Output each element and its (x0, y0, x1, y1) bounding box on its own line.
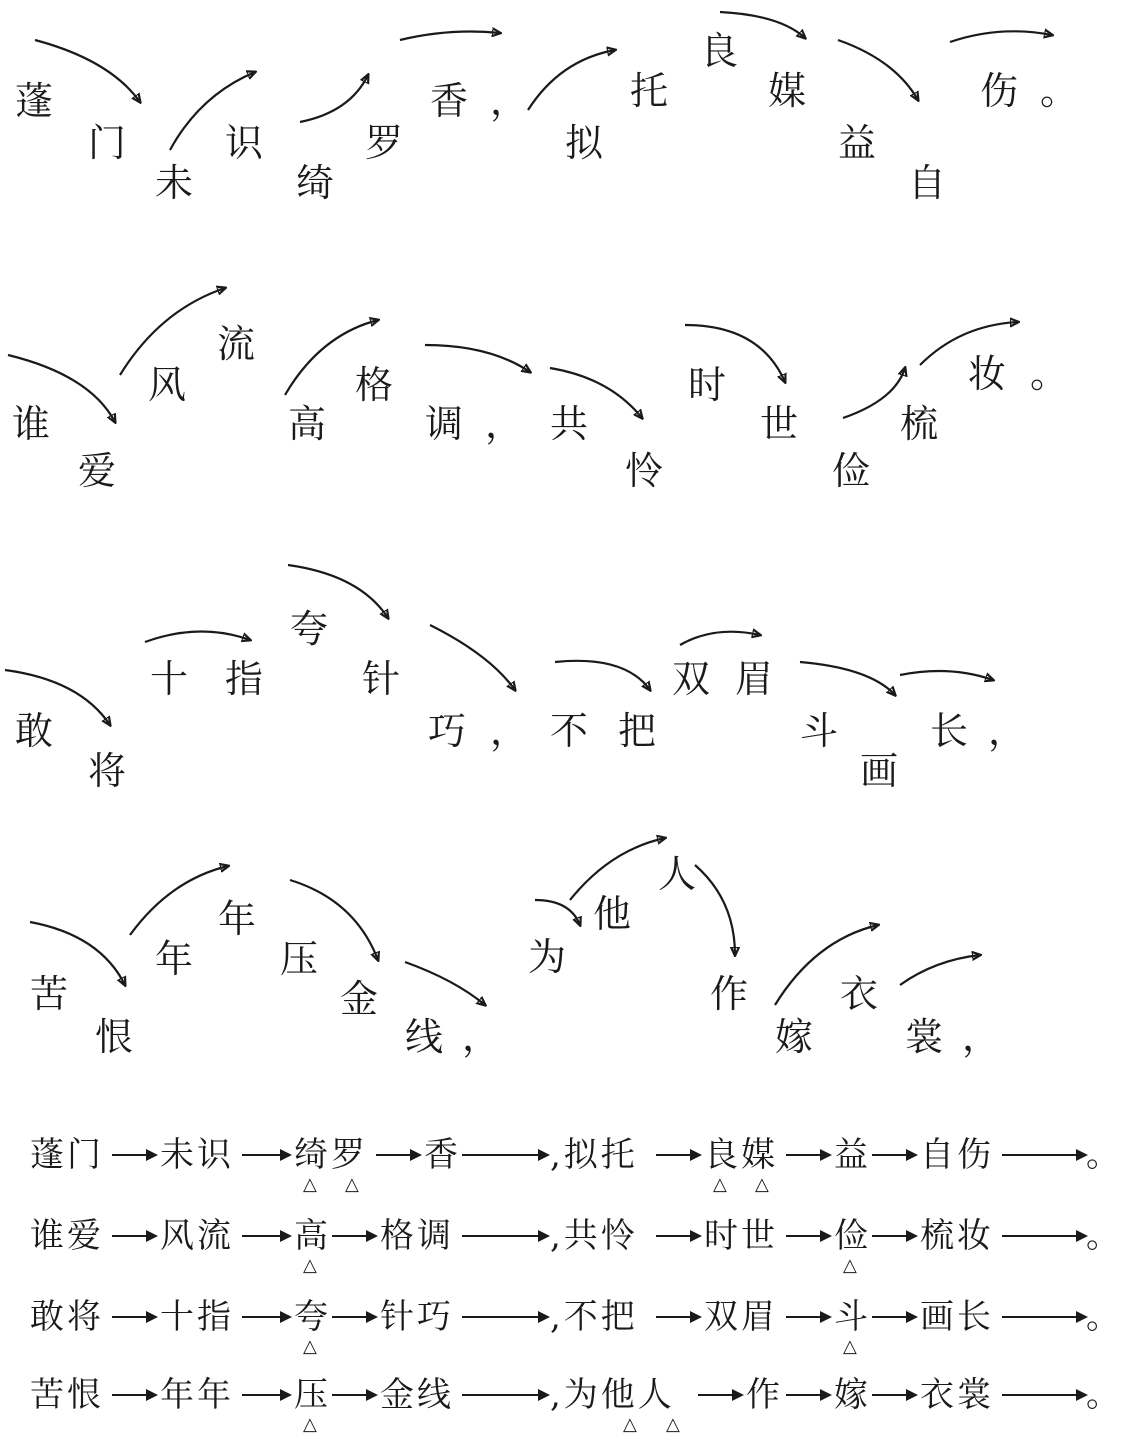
summary-segment: 金线 (380, 1375, 454, 1415)
poem-char: 线 (405, 1015, 444, 1059)
summary-arrow (112, 1235, 156, 1237)
summary-arrow (786, 1394, 830, 1396)
stress-mark: △ (713, 1174, 727, 1195)
poem-char: 格 (355, 363, 394, 407)
poem-char: 蓬 (15, 79, 54, 123)
summary-arrow (656, 1316, 700, 1318)
summary-segment: 。 (1086, 1216, 1123, 1256)
stress-mark: △ (843, 1255, 857, 1276)
poem-char: 指 (225, 657, 264, 701)
poem-char: 良 (700, 29, 739, 73)
poem-char: 双 (672, 657, 711, 701)
summary-arrow (112, 1394, 156, 1396)
poem-char: 益 (838, 121, 877, 165)
poem-char: ， (485, 402, 524, 446)
flow-arrow (838, 40, 918, 100)
poem-char: 。 (1040, 69, 1079, 113)
summary-arrow (462, 1316, 548, 1318)
summary-segment: 时世 (704, 1216, 778, 1256)
summary-segment: 针巧 (380, 1297, 454, 1337)
poem-char: 爱 (78, 449, 117, 493)
summary-arrow (1002, 1235, 1086, 1237)
summary-arrow (872, 1154, 916, 1156)
poem-char: 托 (630, 69, 669, 113)
summary-segment: 格调 (380, 1216, 454, 1256)
summary-arrow (872, 1235, 916, 1237)
poem-char: 怜 (625, 449, 664, 493)
poem-char: 梳 (900, 402, 939, 446)
flow-arrow (528, 50, 615, 110)
poem-char: 金 (340, 977, 379, 1021)
poem-char: 风 (148, 363, 187, 407)
summary-segment: 高 (294, 1216, 331, 1256)
summary-segment: 画长 (920, 1297, 994, 1337)
summary-segment: 作 (746, 1375, 783, 1415)
flow-arrow (120, 288, 225, 375)
poem-char: 年 (218, 897, 257, 941)
poem-char: 高 (288, 402, 327, 446)
summary-arrow (1002, 1316, 1086, 1318)
summary-segment: 压 (294, 1375, 331, 1415)
summary-arrow (112, 1316, 156, 1318)
poem-char: 俭 (832, 449, 871, 493)
stress-mark: △ (303, 1336, 317, 1357)
poem-char: 香 (430, 79, 469, 123)
poem-char: 巧 (428, 709, 467, 753)
flow-arrow (950, 31, 1052, 42)
poem-char: 绮 (296, 161, 335, 205)
poem-char: 共 (550, 402, 589, 446)
summary-segment: 俭 (834, 1216, 871, 1256)
summary-segment: 。 (1086, 1297, 1123, 1337)
poem-char: 十 (150, 657, 189, 701)
flow-arrow (145, 631, 250, 642)
flow-arrow (570, 838, 665, 900)
summary-segment: ,为他人 (550, 1375, 675, 1415)
flow-arrow (900, 671, 993, 680)
summary-segment: 自伤 (920, 1135, 994, 1175)
summary-segment: 斗 (834, 1297, 871, 1337)
stress-mark: △ (666, 1414, 680, 1435)
poem-char: 人 (658, 852, 697, 896)
summary-segment: 风流 (160, 1216, 234, 1256)
poem-char: 长 (930, 709, 969, 753)
poem-char: 敢 (15, 709, 54, 753)
poem-char: 世 (760, 402, 799, 446)
poem-char: ， (490, 709, 529, 753)
summary-segment: 双眉 (704, 1297, 778, 1337)
poem-char: 压 (280, 937, 319, 981)
summary-segment: 未识 (160, 1135, 234, 1175)
poem-char: ， (490, 79, 529, 123)
summary-row-2 (30, 1216, 1123, 1286)
summary-arrow (462, 1394, 548, 1396)
summary-segment: 年年 (160, 1375, 234, 1415)
flow-arrow (300, 75, 368, 122)
summary-arrow (786, 1154, 830, 1156)
poem-char: 识 (225, 121, 264, 165)
summary-arrow (656, 1154, 700, 1156)
summary-segment: 衣裳 (920, 1375, 994, 1415)
summary-arrow (1002, 1394, 1086, 1396)
summary-segment: 蓬门 (30, 1135, 104, 1175)
flow-arrow (555, 661, 650, 690)
summary-arrow (786, 1316, 830, 1318)
poem-char: 。 (1030, 352, 1069, 396)
poem-char: 苦 (30, 972, 69, 1016)
poem-char: 年 (155, 937, 194, 981)
flow-arrow (695, 865, 735, 955)
poem-char: 伤 (980, 69, 1019, 113)
summary-row-3 (30, 1297, 1123, 1367)
summary-arrow (376, 1154, 420, 1156)
poem-char: 画 (860, 749, 899, 793)
poem-char: ， (988, 709, 1027, 753)
flow-arrow (130, 866, 228, 935)
flow-arrow (405, 962, 485, 1005)
poem-char: 妆 (968, 352, 1007, 396)
poem-char: 恨 (95, 1015, 134, 1059)
poem-char: 将 (88, 749, 127, 793)
summary-row-1 (30, 1135, 1123, 1205)
poem-char: 罗 (365, 121, 404, 165)
poem-char: 为 (528, 935, 567, 979)
summary-segment: 良媒 (704, 1135, 778, 1175)
flow-arrow (680, 632, 760, 645)
summary-arrow (656, 1235, 700, 1237)
summary-segment: ,拟托 (550, 1135, 638, 1175)
flow-arrow (843, 368, 905, 418)
poem-char: 时 (688, 363, 727, 407)
stress-mark: △ (623, 1414, 637, 1435)
poem-char: 针 (362, 657, 401, 701)
summary-row-4 (30, 1375, 1123, 1445)
summary-arrow (332, 1394, 376, 1396)
stress-mark: △ (843, 1336, 857, 1357)
flow-arrow (430, 625, 515, 690)
summary-arrow (332, 1316, 376, 1318)
poem-char: ， (462, 1015, 501, 1059)
summary-arrow (1002, 1154, 1086, 1156)
stress-mark: △ (303, 1414, 317, 1435)
summary-arrow (242, 1235, 290, 1237)
poem-char: 流 (217, 322, 256, 366)
summary-segment: 十指 (160, 1297, 234, 1337)
flow-arrow (425, 345, 530, 372)
poem-char: 他 (593, 892, 632, 936)
flow-arrow (900, 955, 980, 985)
poem-char: 斗 (800, 709, 839, 753)
summary-segment: 。 (1086, 1135, 1123, 1175)
summary-arrow (872, 1316, 916, 1318)
flow-arrow (400, 32, 500, 40)
poem-char: 裳 (905, 1015, 944, 1059)
summary-segment: 谁爱 (30, 1216, 104, 1256)
summary-arrow (112, 1154, 156, 1156)
stress-mark: △ (303, 1174, 317, 1195)
summary-arrow (332, 1235, 376, 1237)
summary-segment: 。 (1086, 1375, 1123, 1415)
summary-arrow (786, 1235, 830, 1237)
summary-segment: ,不把 (550, 1297, 638, 1337)
summary-segment: 梳妆 (920, 1216, 994, 1256)
summary-segment: 绮罗 (294, 1135, 368, 1175)
poem-char: 夸 (290, 607, 329, 651)
poem-char: 调 (425, 402, 464, 446)
summary-arrow (872, 1394, 916, 1396)
summary-arrow (242, 1394, 290, 1396)
summary-segment: 益 (834, 1135, 871, 1175)
summary-arrow (242, 1154, 290, 1156)
summary-segment: ,共怜 (550, 1216, 638, 1256)
summary-segment: 夸 (294, 1297, 331, 1337)
poem-char: 拟 (565, 121, 604, 165)
summary-arrow (698, 1394, 742, 1396)
poem-char: 把 (618, 709, 657, 753)
poem-char: 眉 (735, 657, 774, 701)
poem-char: 谁 (12, 402, 51, 446)
poem-char: 未 (155, 161, 194, 205)
poem-char: 嫁 (775, 1015, 814, 1059)
poem-char: 门 (88, 121, 127, 165)
summary-arrow (242, 1316, 290, 1318)
summary-arrow (462, 1154, 548, 1156)
stress-mark: △ (755, 1174, 769, 1195)
poem-char: 不 (550, 709, 589, 753)
summary-segment: 香 (424, 1135, 461, 1175)
summary-segment: 嫁 (834, 1375, 871, 1415)
poem-char: 衣 (840, 972, 879, 1016)
poem-char: 媒 (768, 69, 807, 113)
poem-char: 自 (908, 161, 947, 205)
poem-char: ， (962, 1015, 1001, 1059)
stress-mark: △ (303, 1255, 317, 1276)
flow-arrow (535, 900, 580, 925)
summary-segment: 敢将 (30, 1297, 104, 1337)
summary-segment: 苦恨 (30, 1375, 104, 1415)
summary-arrow (462, 1235, 548, 1237)
stress-mark: △ (345, 1174, 359, 1195)
poem-char: 作 (710, 972, 749, 1016)
flow-arrow (800, 662, 895, 695)
